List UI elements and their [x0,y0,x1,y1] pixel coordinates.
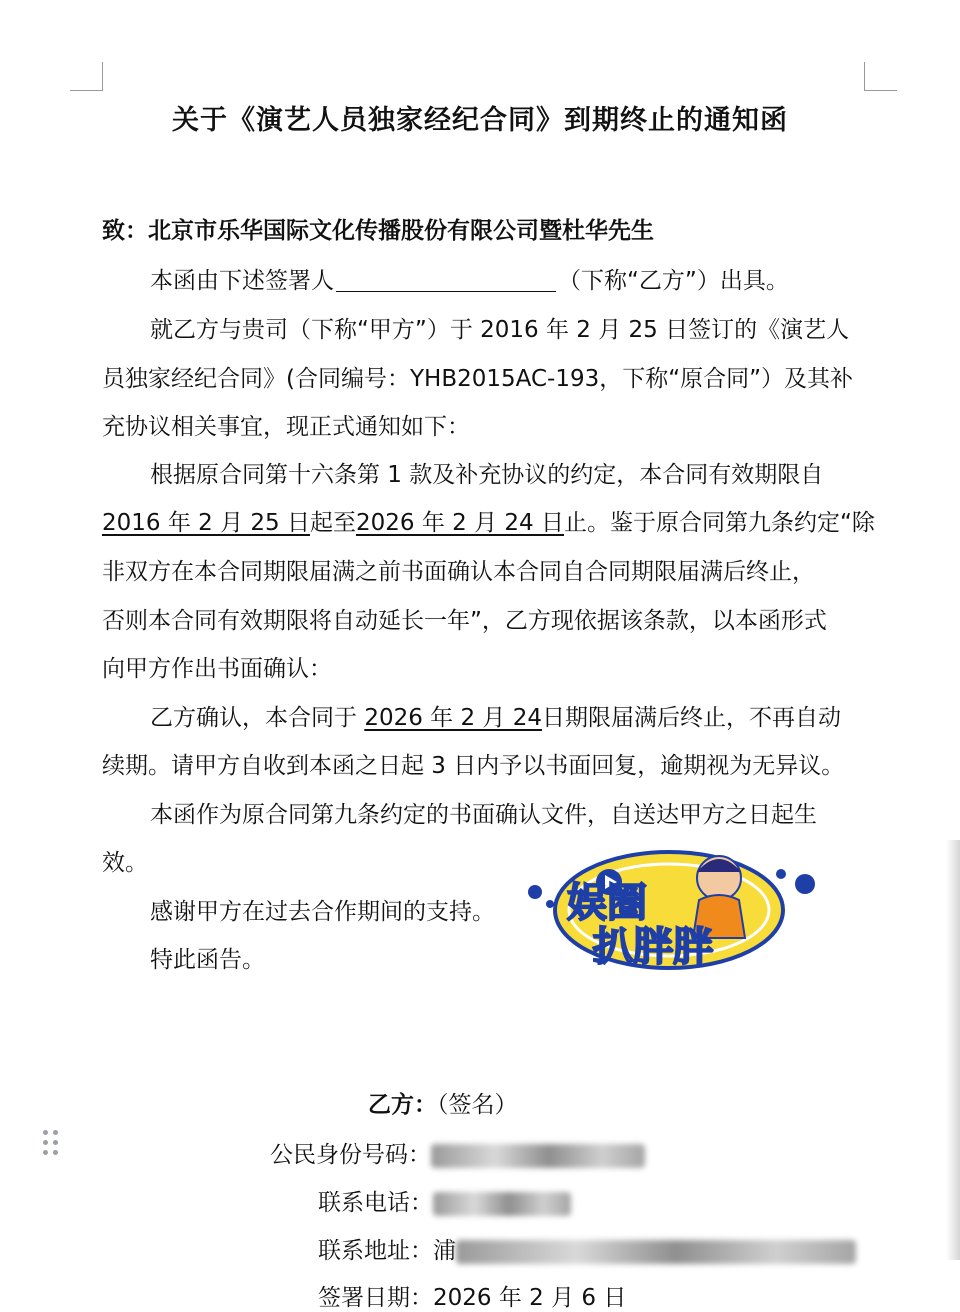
signature-date-row [318,1279,626,1312]
recipient-line: 致：北京市乐华国际文化传播股份有限公司暨杜华先生 [102,218,654,244]
watermark-sticker [523,838,823,978]
paragraph-3-line-1: 根据原合同第十六条第 1 款及补充协议的约定，本合同有效期限自 [150,462,824,488]
issuer-text-before: 本函由下述签署人 [150,268,334,294]
start-date: 2016 年 2 月 25 日 [102,510,310,536]
paragraph-3-line-2 [102,504,875,537]
date-connector: 起至 [310,510,356,536]
sticker-text-top: 娱圈 [567,880,647,926]
paragraph-5-line-2: 效。 [102,850,148,876]
phone-label: 联系电话： [318,1190,433,1216]
paragraph-3-line-3: 非双方在本合同期限届满之前书面确认本合同自合同期限届满后终止， [102,559,815,585]
date-label: 签署日期： [318,1285,433,1311]
party-value: （签名） [437,1092,518,1118]
sticker-graphic [523,838,823,978]
drag-handle-icon[interactable] [40,1128,64,1158]
confirm-text-before: 乙方确认，本合同于 [150,705,365,731]
sticker-text-bottom: 扒胖胖 [593,924,713,970]
paragraph-3-line-4: 否则本合同有效期限将自动延长一年”，乙方现依据该条款，以本函形式 [102,608,827,634]
sticker-dot-left [528,885,542,899]
address-visible-char: 浦 [433,1238,456,1264]
id-number-redacted [431,1144,645,1168]
page-corner-mark-right [864,62,897,91]
page-corner-mark-left [70,62,103,91]
sticker-dot-right-small [776,869,786,879]
document-title: 关于《演艺人员独家经纪合同》到期终止的通知函 [172,105,788,136]
signature-phone-row [318,1184,571,1217]
thanks-line: 感谢甲方在过去合作期间的支持。 [150,899,495,925]
page-edge-shadow [946,840,960,1260]
paragraph-2-line-1: 就乙方与贵司（下称“甲方”）于 2016 年 2 月 25 日签订的《演艺人 [150,317,850,343]
issuer-text-after: （下称“乙方”）出具。 [558,268,789,294]
paragraph-3-line-2-rest: 止。鉴于原合同第九条约定“除 [564,510,875,536]
signature-party [368,1086,518,1119]
signature-id-row [270,1136,645,1169]
sticker-dot-right [795,874,815,894]
paragraph-4-line-1 [150,699,841,732]
id-label: 公民身份号码： [270,1142,431,1168]
party-label: 乙方： [368,1092,437,1118]
signature-address-row [318,1232,856,1265]
address-redacted [456,1240,856,1264]
confirm-text-after: 日期限届满后终止，不再自动 [542,705,841,731]
paragraph-issuer [150,262,789,295]
date-value: 2026 年 2 月 6 日 [433,1285,627,1311]
closing-line: 特此函告。 [150,947,265,973]
termination-date: 2026 年 2 月 24 [364,705,542,731]
paragraph-3-line-5: 向甲方作出书面确认： [102,656,332,682]
paragraph-4-line-2: 续期。请甲方自收到本函之日起 3 日内予以书面回复，逾期视为无异议。 [102,753,845,779]
address-label: 联系地址： [318,1238,433,1264]
paragraph-5-line-1: 本函作为原合同第九条约定的书面确认文件，自送达甲方之日起生 [150,802,817,828]
end-date: 2026 年 2 月 24 日 [356,510,564,536]
signatory-blank [336,269,556,292]
sticker-dot-small [546,900,554,908]
paragraph-2-line-2: 员独家经纪合同》(合同编号：YHB2015AC-193，下称“原合同”）及其补 [102,366,854,392]
phone-redacted [433,1192,571,1216]
paragraph-2-line-3: 充协议相关事宜，现正式通知如下： [102,414,470,440]
